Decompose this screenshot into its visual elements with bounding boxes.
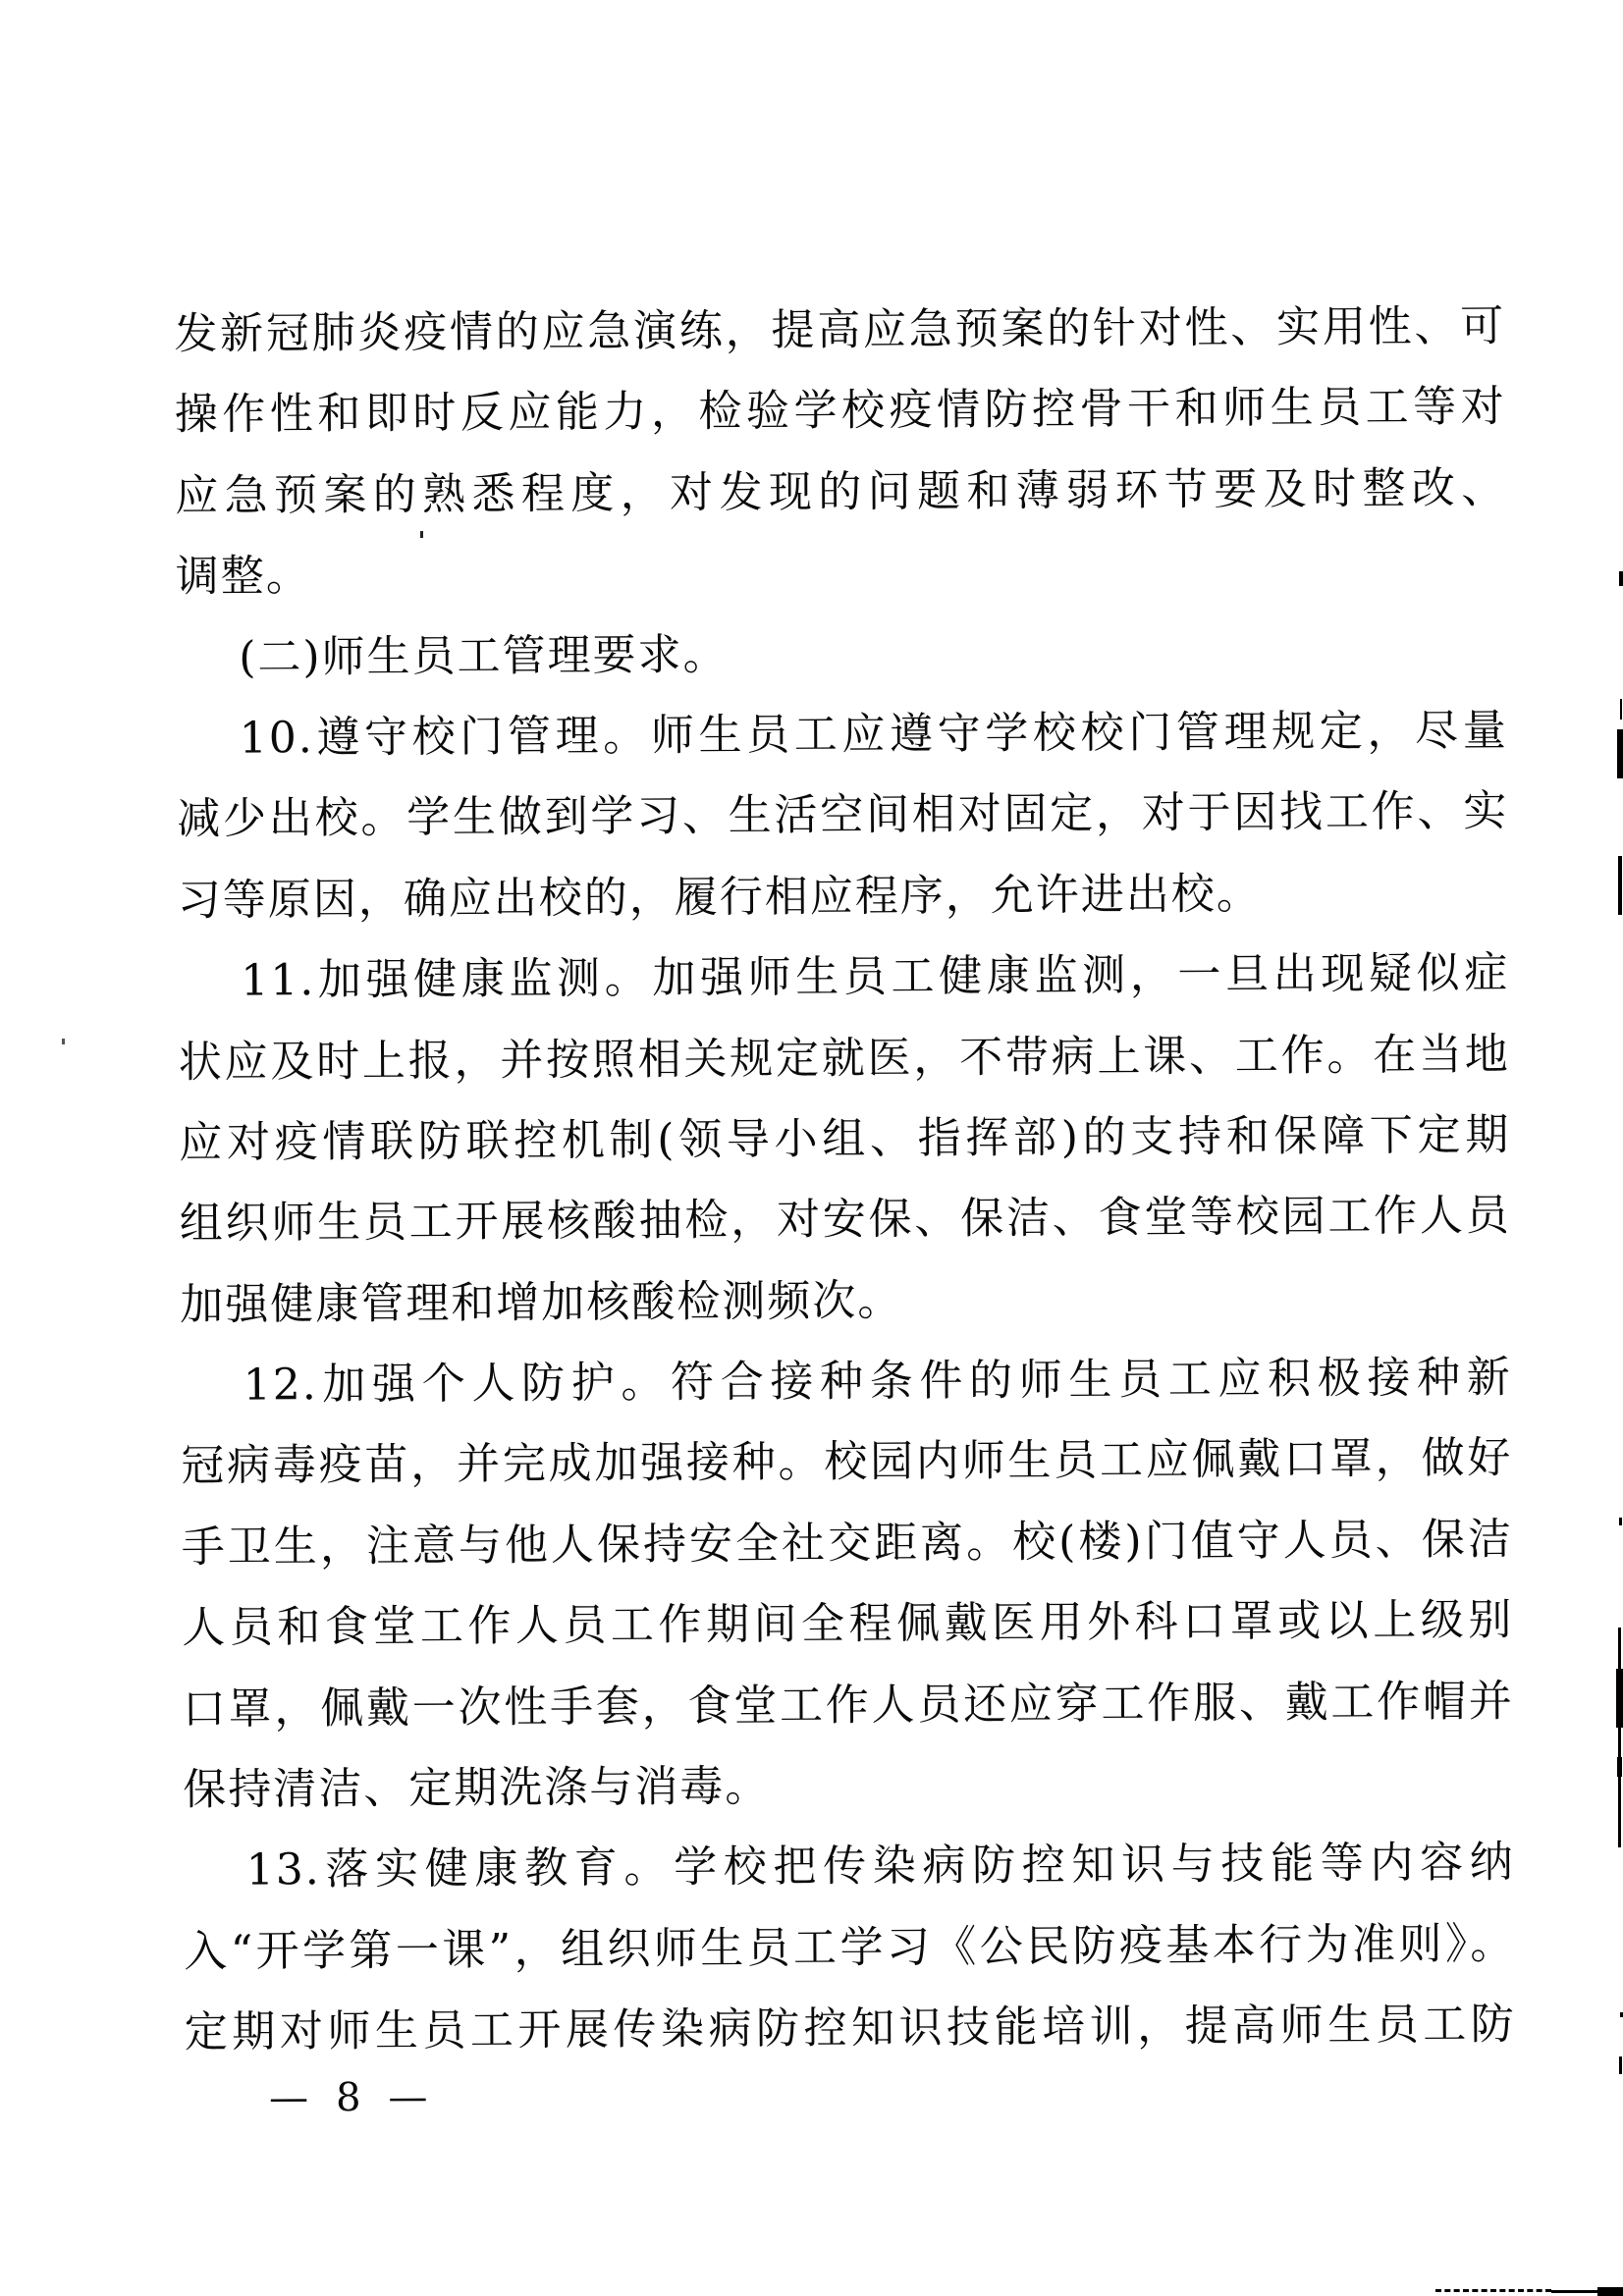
text-line: 操作性和即时反应能力，检验学校疫情防控骨干和师生员工等对 [174,382,1506,441]
scan-artifact [1617,1757,1622,1777]
scan-artifact [1618,856,1622,915]
scan-artifact-bottom-line [1551,2290,1602,2293]
text-line: 12.加强个人防护。符合接种条件的师生员工应积极接种新 [243,1352,1512,1411]
scan-artifact-bottom-line-thick [1597,2287,1623,2296]
scan-artifact [1619,2056,1622,2074]
text-line: 状应及时上报，并按照相关规定就医，不带病上课、工作。在当地 [178,1029,1510,1088]
page-number-value: 8 [335,2074,361,2121]
text-line: 发新冠肺炎疫情的应急演练，提高应急预案的针对性、实用性、可 [174,300,1506,359]
scan-artifact [1620,699,1622,720]
page-number [269,2075,428,2121]
text-line: 调整。 [175,551,311,603]
text-line: 手卫生，注意与他人保持安全社交距离。校(楼)门值守人员、保洁 [181,1514,1513,1573]
text-line: 组织师生员工开展核酸抽检，对安保、保洁、食堂等校园工作人员 [179,1190,1511,1250]
text-line: 保持清洁、定期洗涤与消毒。 [183,1761,771,1816]
scan-artifact-bottom-dashed-line [1435,2289,1551,2292]
scan-artifact [1616,1669,1623,1728]
page-number-left-dash: — [268,2075,309,2121]
page-number-right-dash: — [388,2074,428,2120]
scan-speck [62,1039,65,1044]
text-line: 定期对师生员工开展传染病防控知识技能培训，提高师生员工防 [184,1999,1516,2058]
text-line: 人员和食堂工作人员工作期间全程佩戴医用外科口罩或以上级别 [182,1594,1514,1654]
scan-artifact [1619,571,1623,586]
text-line: 应对疫情联防联控机制(领导小组、指挥部)的支持和保障下定期 [179,1109,1511,1168]
text-line: 习等原因，确应出校的，履行相应程序，允许进出校。 [177,868,1262,926]
scan-artifact [1618,1628,1621,1847]
scan-speck [420,531,423,538]
document-text-block [174,287,1516,2074]
text-line: 减少出校。学生做到学习、生活空间相对固定，对于因找工作、实 [177,786,1509,845]
scan-artifact [1617,729,1623,778]
text-line: 应急预案的熟悉程度，对发现的问题和薄弱环节要及时整改、 [175,462,1507,521]
text-line: 13.落实健康教育。学校把传染病防控知识与技能等内容纳 [245,1838,1515,1896]
text-line: 口罩，佩戴一次性手套，食堂工作人员还应穿工作服、戴工作帽并 [182,1676,1514,1735]
text-line: 入“开学第一课”，组织师生员工学习《公民防疫基本行为准则》。 [184,1918,1516,1977]
text-line: 加强健康管理和增加核酸检测频次。 [180,1275,903,1330]
section-heading-line: (二)师生员工管理要求。 [239,629,729,683]
scan-artifact [1619,1518,1622,1525]
text-line: 10.遵守校门管理。师生员工应遵守学校校门管理规定，尽量 [239,705,1508,764]
text-line: 冠病毒疫苗，并完成加强接种。校园内师生员工应佩戴口罩，做好 [181,1433,1513,1492]
text-line: 11.加强健康监测。加强师生员工健康监测，一旦出现疑似症 [241,947,1510,1006]
